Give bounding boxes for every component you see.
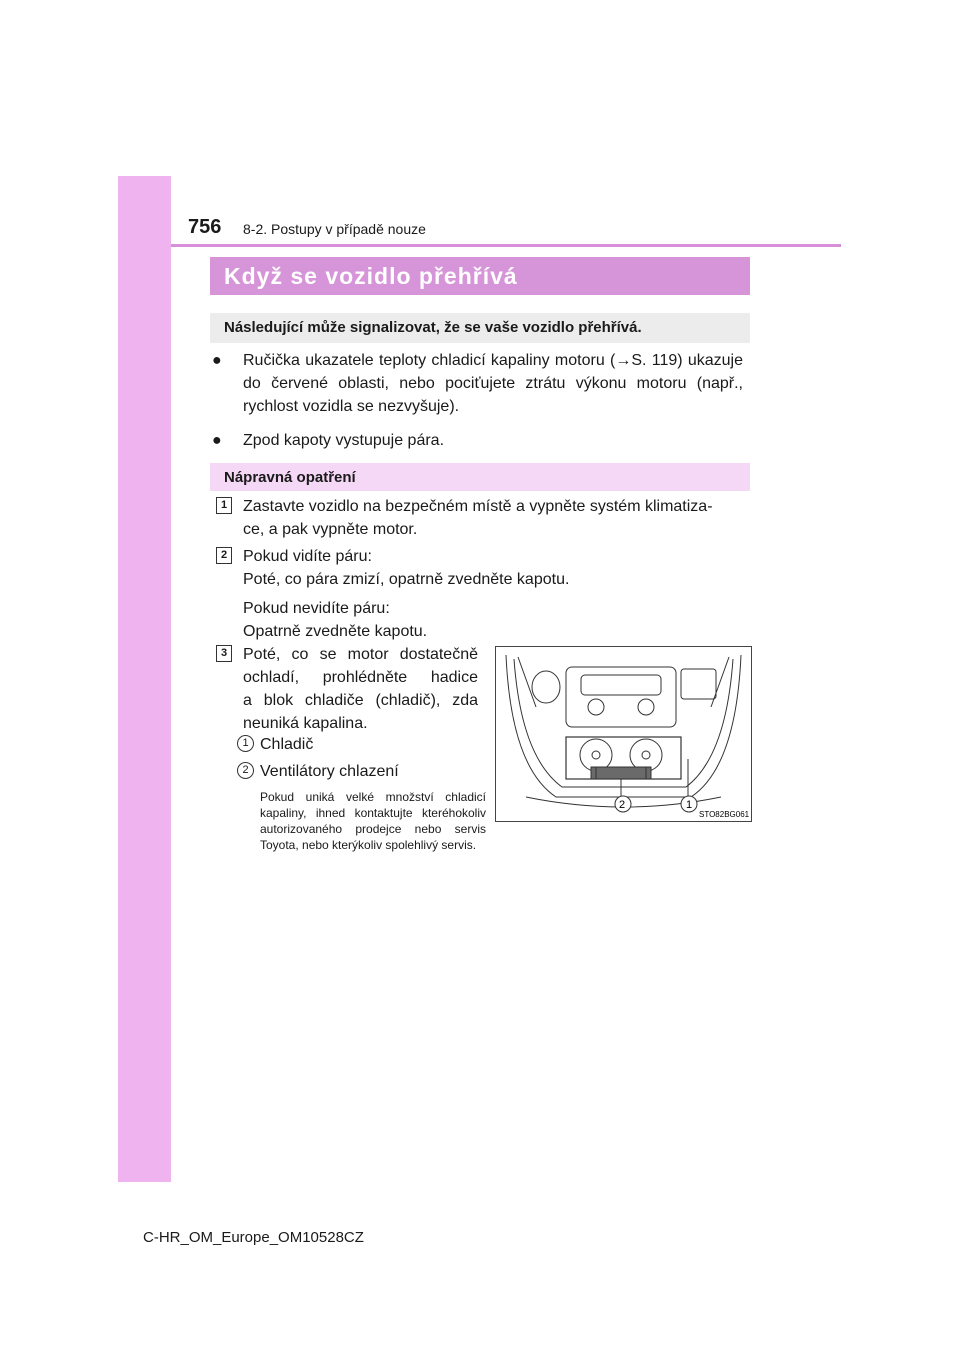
step-line: ochladí, prohlédněte hadice	[243, 669, 478, 686]
step-line: Poté, co se motor dostatečně	[243, 646, 478, 663]
header-rule	[171, 244, 841, 247]
figure-callout: 1	[686, 799, 693, 811]
step-text	[243, 643, 478, 735]
step-number: 1	[216, 497, 232, 514]
intro-box	[210, 313, 750, 343]
callout-number: 1	[237, 735, 254, 752]
section-label: 8-2. Postupy v případě nouze	[243, 221, 426, 237]
step-line: Pokud vidíte páru:	[243, 548, 372, 565]
bullet-text: Zpod kapoty vystupuje pára.	[243, 432, 445, 449]
step-line: Poté, co pára zmizí, opatrně zvedněte kapotu.	[243, 571, 570, 588]
figure-code: STO82BG061	[699, 810, 750, 819]
side-tab-band	[118, 176, 171, 1182]
bullet-text: Ručička ukazatele teploty chladicí kapaliny motoru (→S. 119) ukazuje do červené oblasti, nebo pociťujete ztrátu výkonu motoru (např., rychlost vozidla se nezvyšuje).	[243, 352, 743, 415]
bullet-icon: ●	[212, 352, 222, 369]
actions-box	[210, 463, 750, 491]
note-text: Pokud uniká velké množství chladicí kapaliny, ihned kontaktujte kteréhokoliv autorizovaného prodejce nebo servis Toyota, nebo kterýkoliv spolehlivý servis.	[260, 790, 486, 852]
actions-title: Nápravná opatření	[224, 469, 356, 486]
figure-callout: 2	[619, 799, 626, 811]
step-line: Zastavte vozidlo na bezpečném místě a vypněte systém klimatiza-	[243, 498, 713, 515]
step-text	[243, 545, 750, 643]
engine-bay-figure	[495, 646, 752, 822]
legend-label: Ventilátory chlazení	[260, 763, 399, 780]
legend-label: Chladič	[260, 736, 314, 753]
page-number: 756	[188, 216, 222, 238]
step-line: a blok chladiče (chladič), zda	[243, 692, 478, 709]
step-line: Opatrně zvedněte kapotu.	[243, 623, 428, 640]
step-line: ce, a pak vypněte motor.	[243, 521, 418, 538]
intro-text: Následující může signalizovat, že se vaše vozidlo přehřívá.	[224, 319, 642, 336]
section-title-bar	[210, 257, 750, 295]
callout-number: 2	[237, 762, 254, 779]
page-title: Když se vozidlo přehřívá	[224, 263, 518, 289]
step-line: Pokud nevidíte páru:	[243, 600, 390, 617]
engine-bay-illustration	[496, 647, 751, 821]
step-number: 2	[216, 547, 232, 564]
footer-doc-id: C-HR_OM_Europe_OM10528CZ	[143, 1229, 364, 1246]
step-line: neuniká kapalina.	[243, 715, 368, 732]
step-text	[243, 495, 750, 541]
bullet-icon: ●	[212, 432, 222, 449]
step-number: 3	[216, 645, 232, 662]
